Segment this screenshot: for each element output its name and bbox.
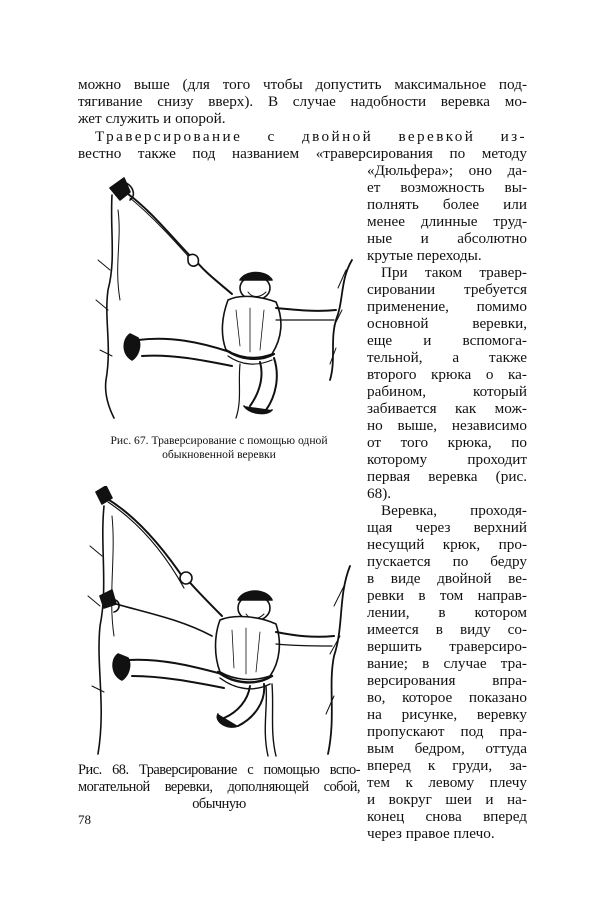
column-line: и вокруг шеи и на- [367,791,527,808]
text-line: жет служить и опорой. [78,110,226,127]
column-line: еще и вспомога- [367,332,527,349]
column-line: версирования впра- [367,672,527,689]
column-line: «Дюльфера»; оно да- [367,162,527,179]
column-line: от того крюка, по [367,434,527,451]
column-line: которому проходит [367,451,527,468]
column-line: применение, помимо [367,298,527,315]
column-line: ет возможность вы- [367,179,527,196]
text-line: тягивание снизу вверх). В случае надобности веревка мо- [78,93,527,110]
figure-68-caption-line3: обычную [192,796,246,812]
column-line: менее длинные труд- [367,213,527,230]
page-number: 78 [78,812,91,827]
column-line: имеется в виду со- [367,621,527,638]
column-line: несущий крюк, про- [367,536,527,553]
column-line: При таком травер- [381,264,527,281]
column-line: вершить траверсиро- [367,638,527,655]
column-line: через правое плечо. [367,825,495,842]
column-line: конец снова вперед [367,808,527,825]
figure-67-caption-line1: Рис. 67. Траверсирование с помощью одной [110,434,328,447]
column-line: тем к левому плечу [367,774,527,791]
column-line: пускается по бедру [367,553,527,570]
column-line: полнять более или [367,196,527,213]
column-line: Веревка, проходя- [381,502,527,519]
column-line: вперед к груди, за- [367,757,527,774]
column-line: тельной, а также [367,349,527,366]
column-line: в виде двойной ве- [367,570,527,587]
column-line: вание; в случае тра- [367,655,527,672]
column-line: но выше, независимо [367,417,527,434]
figure-67-illustration [90,170,360,420]
section-heading-line: Траверсирование с двойной веревкой из- [95,128,527,145]
column-line: вым бедром, оттуда [367,740,527,757]
column-line: первая веревка (рис. [367,468,527,485]
column-line: на рисунке, веревку [367,706,527,723]
column-line: ревки в том направ- [367,587,527,604]
column-line: пропускают под пра- [367,723,527,740]
column-line: рабином, который [367,383,527,400]
figure-68-caption-line2: могательной веревки, дополняющей собой, [78,779,360,795]
column-line: второго крюка о ка- [367,366,527,383]
text-line: вестно также под названием «траверсирования по методу [78,145,527,162]
column-line: лении, в котором [367,604,527,621]
column-line: забивается как мож- [367,400,527,417]
figure-68-caption-line1: Рис. 68. Траверсирование с помощью вспо- [78,762,360,778]
column-line: щая через верхний [367,519,527,536]
figure-67-caption-line2: обыкновенной веревки [162,448,276,461]
figure-68-illustration [82,486,362,758]
column-line: ные и абсолютно [367,230,527,247]
text-line: можно выше (для того чтобы допустить максимальное под- [78,76,527,93]
column-line: основной веревки, [367,315,527,332]
column-line: сировании требуется [367,281,527,298]
column-line: 68). [367,485,392,502]
column-line: крутые переходы. [367,247,482,264]
column-line: во, которое показано [367,689,527,706]
